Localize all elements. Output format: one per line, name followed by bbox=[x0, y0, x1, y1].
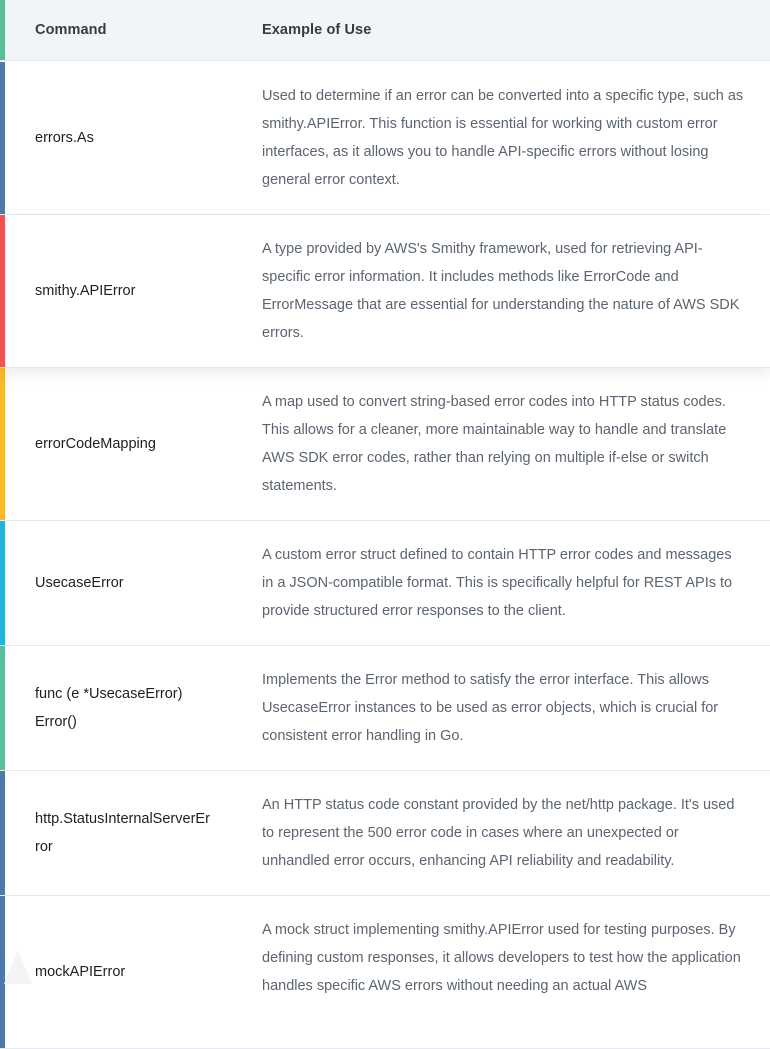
description-cell: A map used to convert string-based error codes into HTTP status codes. This allows for a cleaner, more maintainable way to handle and translate AWS SDK error codes, rather than relying on multiple if-else or switch statements. bbox=[262, 394, 727, 494]
command-cell: func (e *UsecaseError) Error() bbox=[35, 686, 183, 730]
description-cell: Used to determine if an error can be converted into a specific type, such as smithy.APIError. This function is essential for working with custom error interfaces, as it allows you to handle API-specific errors without losing general error context. bbox=[262, 88, 744, 188]
example-column-header: Example of Use bbox=[262, 22, 372, 38]
description-cell: Implements the Error method to satisfy the error interface. This allows UsecaseError instances to be used as error objects, which is crucial for consistent error handling in Go. bbox=[262, 672, 719, 744]
table-row bbox=[0, 646, 770, 771]
description-cell: An HTTP status code constant provided by the net/http package. It's used to represent the 500 error code in cases where an unexpected or unhandled error occurs, enhancing API reliability and readability. bbox=[262, 797, 735, 869]
header-accent-bar bbox=[0, 0, 5, 60]
description-cell: A type provided by AWS's Smithy framework, used for retrieving API-specific error information. It includes methods like ErrorCode and ErrorMessage that are essential for understanding the nature of AWS SDK errors. bbox=[262, 241, 740, 341]
row-accent-bar bbox=[0, 646, 5, 770]
command-cell: UsecaseError bbox=[35, 575, 124, 591]
table-row bbox=[0, 896, 770, 1049]
description-cell: A custom error struct defined to contain HTTP error codes and messages in a JSON-compatible format. This is specifically helpful for REST APIs to provide structured error responses to the client. bbox=[262, 547, 733, 619]
table-row bbox=[0, 771, 770, 896]
table-row bbox=[0, 62, 770, 215]
decorative-triangle bbox=[4, 950, 32, 984]
table-header bbox=[0, 0, 770, 61]
row-accent-bar bbox=[0, 62, 5, 214]
table-row bbox=[0, 215, 770, 368]
description-cell: A mock struct implementing smithy.APIError used for testing purposes. By defining custom responses, it allows developers to test how the application handles specific AWS errors without needing an actual AWS bbox=[262, 922, 741, 994]
command-cell: mockAPIError bbox=[35, 964, 126, 980]
command-cell: errorCodeMapping bbox=[35, 436, 156, 452]
row-accent-bar bbox=[0, 521, 5, 645]
table-row bbox=[0, 368, 770, 521]
row-accent-bar bbox=[0, 215, 5, 367]
command-column-header: Command bbox=[35, 22, 107, 38]
row-accent-bar bbox=[0, 771, 5, 895]
command-cell: http.StatusInternalServerError bbox=[35, 811, 210, 855]
row-accent-bar bbox=[0, 368, 5, 520]
command-cell: smithy.APIError bbox=[35, 283, 136, 299]
table-row bbox=[0, 521, 770, 646]
command-cell: errors.As bbox=[35, 130, 94, 146]
